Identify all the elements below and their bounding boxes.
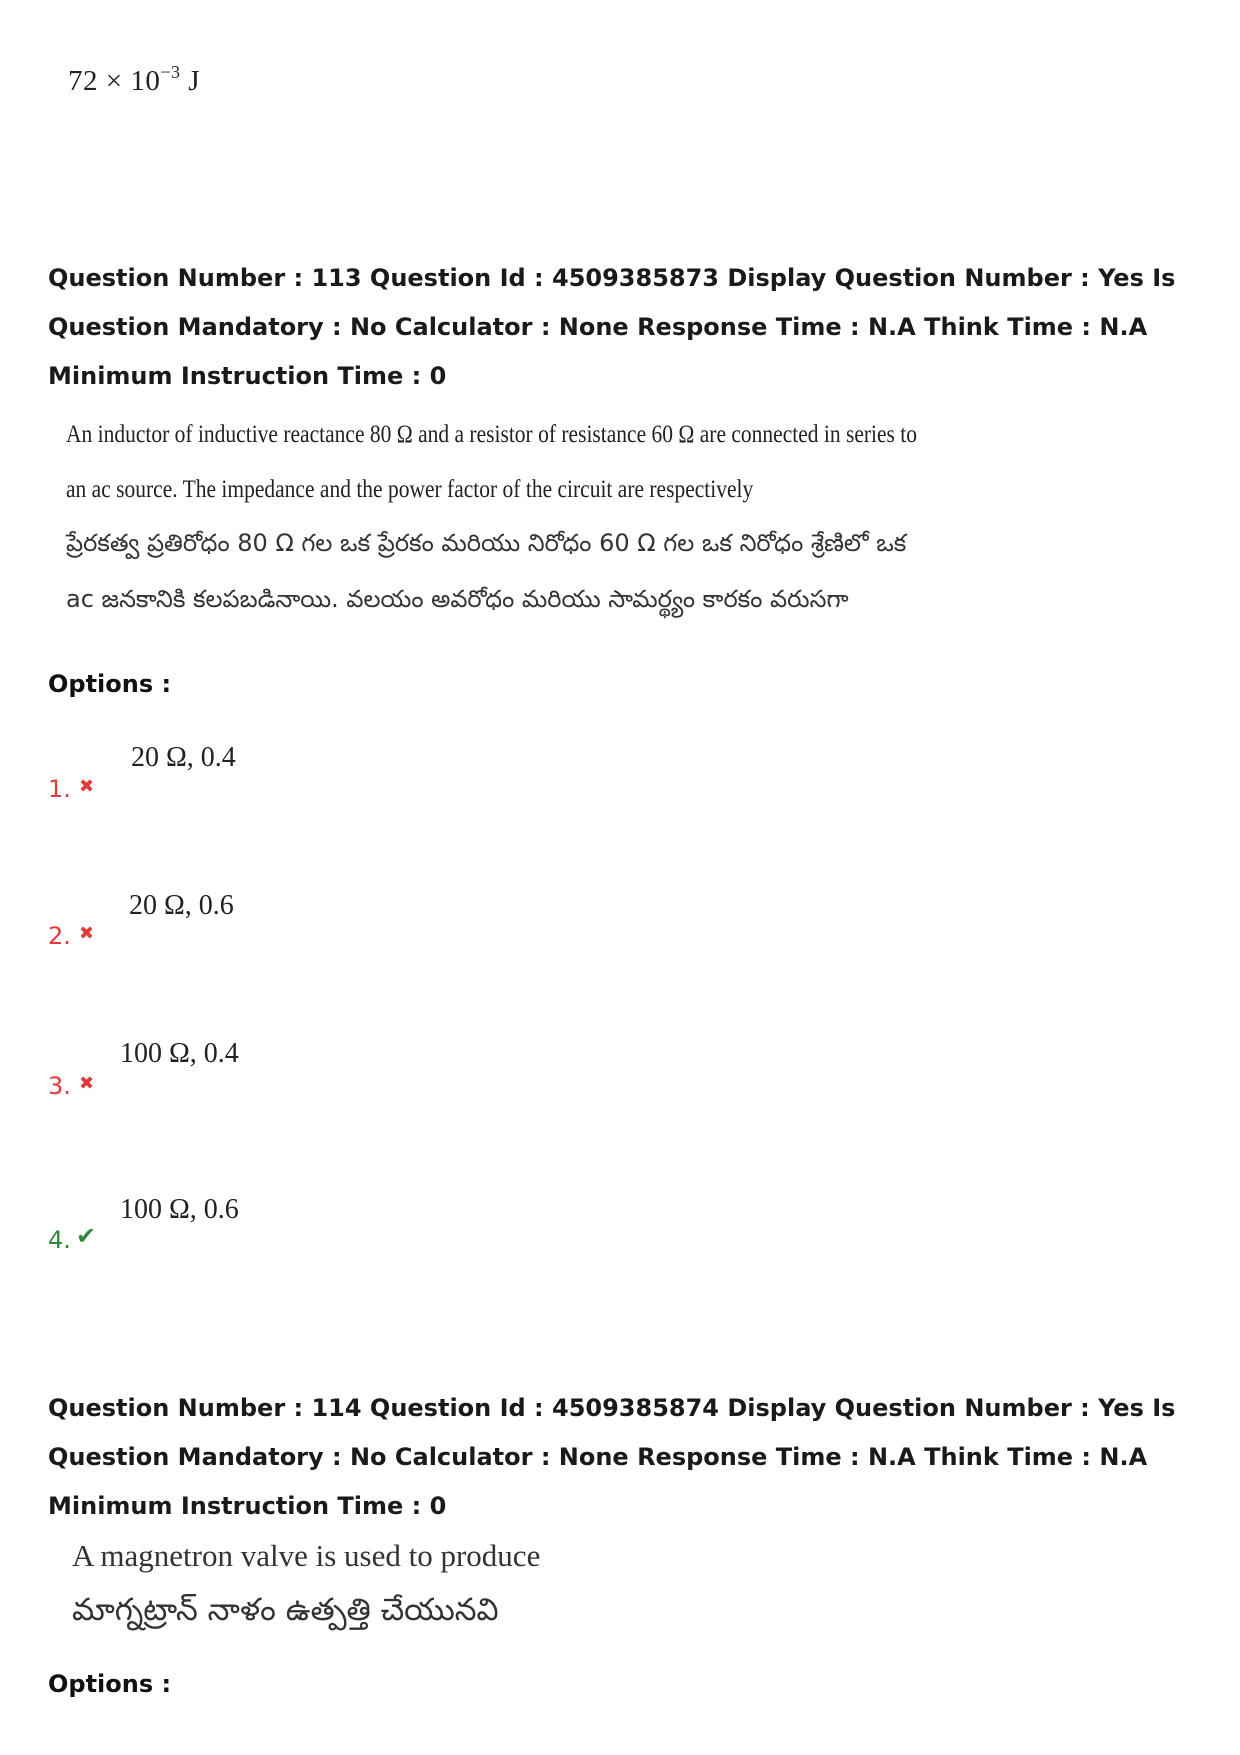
wrong-mark-icon: ✖ [79,1073,95,1094]
question-114-header: Question Number : 114 Question Id : 4509385874 Display Question Number : Yes Is Question Mandatory : No Calculator : None Response Time : N.A Think Time : N.A Minimum Instruction Time : 0 [48,1394,1176,1520]
option-1-number: 1. [48,775,71,803]
question-113-text-en-line1: An inductor of inductive reactance 80 Ω and a resistor of resistance 60 Ω are connected in series to [66,421,918,448]
correct-check-icon: ✔ [76,1222,97,1250]
question-113-header: Question Number : 113 Question Id : 4509385873 Display Question Number : Yes Is Question Mandatory : No Calculator : None Response Time : N.A Think Time : N.A Minimum Instruction Time : 0 [48,264,1176,390]
question-113-text-te-line1: ప్రేరకత్వ ప్రతిరోధం 80 Ω గల ఒక ప్రేరకం మరియు నిరోధం 60 Ω గల ఒక నిరోధం శ్రేణిలో ఒక [66,529,907,557]
option-2-value: 20 Ω, 0.6 [129,890,234,921]
option-4-number: 4. [48,1226,71,1254]
question-114-options-label: Options : [48,1670,172,1698]
wrong-mark-icon: ✖ [79,923,95,944]
option-4-value: 100 Ω, 0.6 [120,1194,239,1225]
prev-answer-base: 72 × 10 [68,65,161,97]
question-114-text-en: A magnetron valve is used to produce [72,1538,541,1573]
wrong-mark-icon: ✖ [79,776,95,797]
previous-option-value [68,62,200,98]
question-113-text-te-line2: ac జనకానికి కలపబడినాయి. వలయం అవరోధం మరియు సామర్థ్యం కారకం వరుసగా [66,585,849,613]
prev-answer-unit: J [180,65,201,97]
option-3-number: 3. [48,1072,71,1100]
option-3-value: 100 Ω, 0.4 [120,1038,239,1069]
question-113-text-en-line2: an ac source. The impedance and the power factor of the circuit are respectively [66,476,754,503]
question-114-text-te: మాగ్నట్రాన్ నాళం ఉత్పత్తి చేయునవి [72,1592,499,1628]
option-2-number: 2. [48,922,71,950]
option-1-value: 20 Ω, 0.4 [131,742,236,773]
prev-answer-exponent: −3 [160,62,181,82]
question-113-options-label: Options : [48,670,172,698]
